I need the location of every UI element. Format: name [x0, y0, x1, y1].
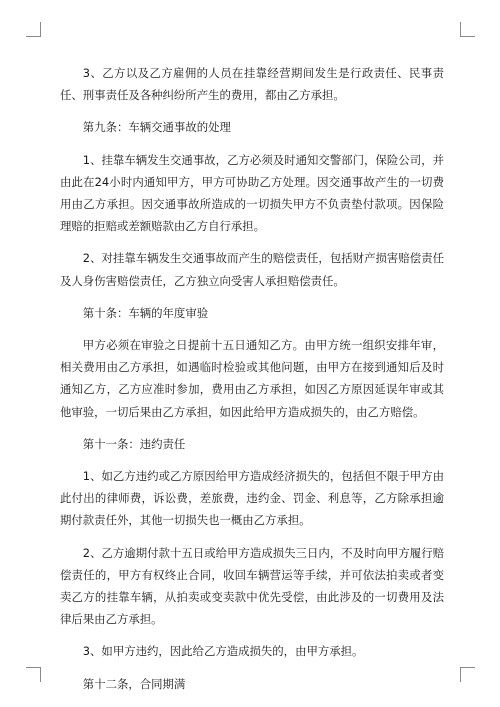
article-11-heading: 第十一条：违约责任	[82, 436, 186, 451]
article-10-heading: 第十条：车辆的年度审验	[82, 305, 209, 320]
crop-mark-top-right	[460, 22, 475, 37]
article-11-item-3: 3、如甲方违约，因此给乙方造成损失的，由甲方承担。	[82, 644, 364, 659]
article-10-body: 甲方必须在审验之日提前十五日通知乙方。由甲方统一组织安排年审，相关费用由乙方承担，如遇临时检验或其他问题，由甲方在接到通知后及时通知乙方，乙方应准时参加，费用由乙方承担，如因乙方原因延误年审或其他审验，一切后果由乙方承担，如因此给甲方造成损失的，由乙方赔偿。	[60, 338, 444, 419]
article-9-heading: 第九条：车辆交通事故的处理	[82, 120, 231, 135]
crop-mark-top-left	[26, 22, 41, 37]
clause-8-item-3: 3、乙方以及乙方雇佣的人员在挂靠经营期间发生是行政责任、民事责任、刑事责任及各种纠纷所产生的费用，都由乙方承担。	[60, 66, 444, 103]
crop-mark-bottom-right	[460, 667, 475, 682]
article-11-item-1: 1、如乙方违约或乙方原因给甲方造成经济损失的，包括但不限于甲方由此付出的律师费，诉讼费，差旅费，违约金、罚金、利息等，乙方除承担逾期付款责任外，其他一切损失也一概由乙方承担。	[60, 469, 444, 528]
document-body	[60, 62, 444, 705]
article-9-item-1: 1、挂靠车辆发生交通事故，乙方必须及时通知交警部门，保险公司，并由此在24小时内通知甲方，甲方可协助乙方处理。因交通事故产生的一切费用由乙方承担。因交通事故所造成的一切损失甲方不负责垫付款项。因保险理赔的拒赔或差额赔款由乙方自行承担。	[60, 152, 444, 234]
crop-mark-bottom-left	[26, 667, 41, 682]
article-11-item-2: 2、乙方逾期付款十五日或给甲方造成损失三日内，不及时向甲方履行赔偿责任的，甲方有权终止合同，收回车辆营运等手续，并可依法拍卖或者变卖乙方的挂靠车辆，从拍卖或变卖款中优先受偿，由此涉及的一切费用及法律后果由乙方承担。	[60, 545, 444, 627]
article-9-item-2: 2、对挂靠车辆发生交通事故而产生的赔偿责任，包括财产损害赔偿责任及人身伤害赔偿责任，乙方独立向受害人承担赔偿责任。	[60, 251, 444, 288]
article-12-heading: 第十二条，合同期满	[82, 676, 186, 691]
